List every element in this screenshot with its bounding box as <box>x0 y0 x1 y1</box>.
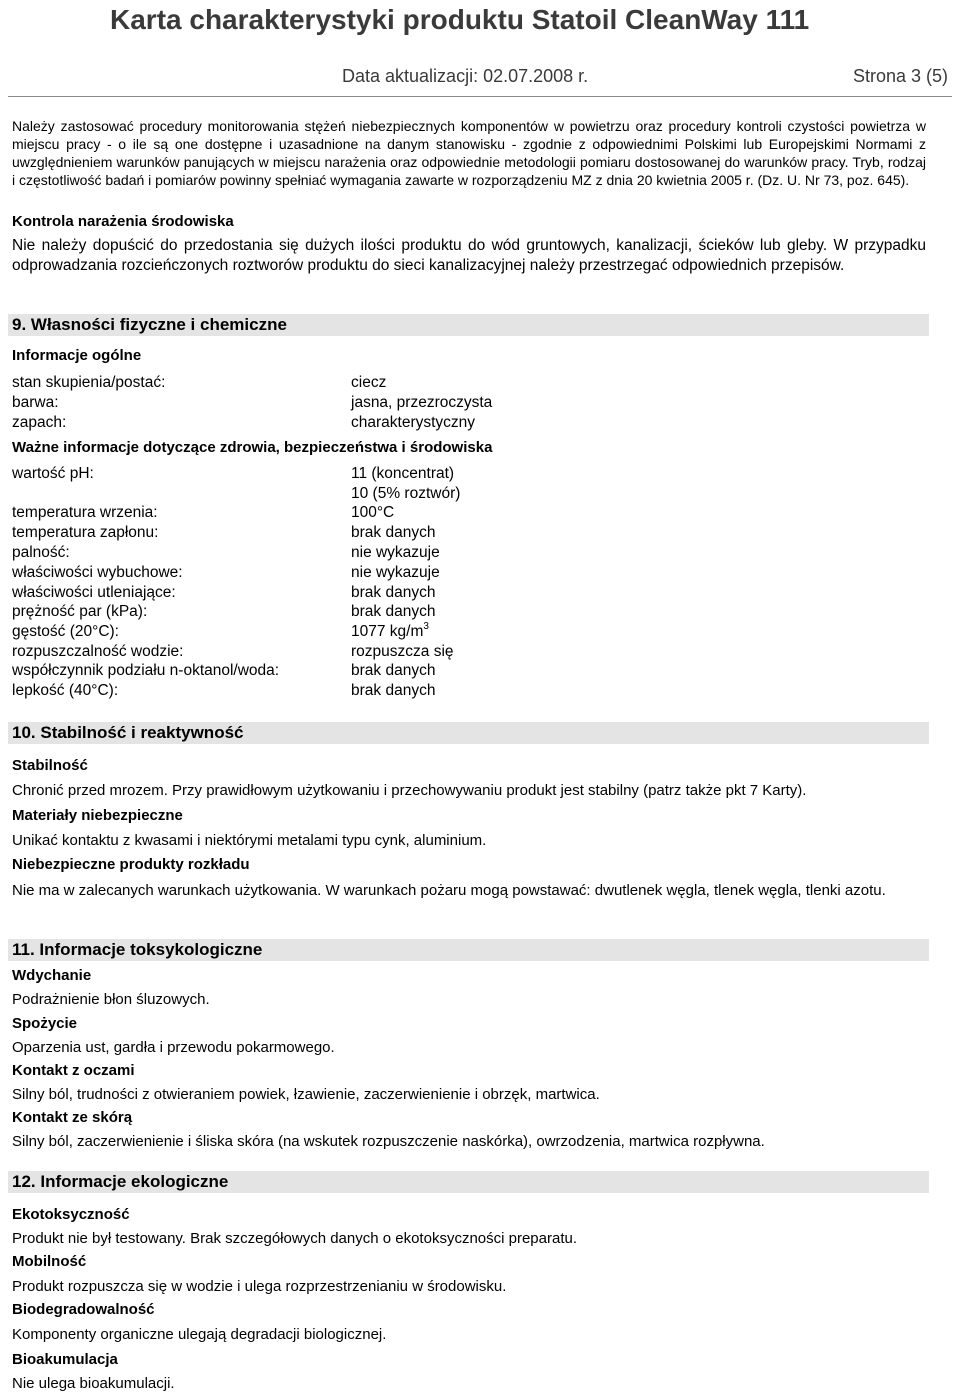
eye-contact-heading: Kontakt z oczami <box>12 1062 135 1079</box>
property-value: 100°C <box>351 504 395 521</box>
property-label: zapach: <box>12 414 67 431</box>
property-label: prężność par (kPa): <box>12 603 148 620</box>
property-label: rozpuszczalność wodzie: <box>12 643 184 660</box>
property-value: brak danych <box>351 682 436 699</box>
monitoring-paragraph: Należy zastosować procedury monitorowania stężeń niebezpiecznych komponentów w powietrzu oraz procedury kontroli czystości powietrza w miejscu pracy - o ile są one dostępne i uzasadnione na danym stanowisku - zgodnie z odpowiednimi Polskimi lub Europejskimi Normami z uwzględnieniem warunków panujących w miejscu narażenia oraz odpowiednie metodologii pomiaru dostosowanej do warunków pracy. Tryb, rodzaj i częstotliwość badań i pomiarów powinny spełniać wymagania zawarte w rozporządzeniu MZ z dnia 20 kwietnia 2005 r. (Dz. U. Nr 73, poz. 645). <box>12 118 926 188</box>
property-label: gęstość (20°C): <box>12 623 119 640</box>
property-label: temperatura wrzenia: <box>12 504 158 521</box>
ph-value-concentrate: 11 (koncentrat) <box>351 465 455 482</box>
density-value <box>351 623 429 641</box>
mobility-text: Produkt rozpuszcza się w wodzie i ulega rozprzestrzenianiu w środowisku. <box>12 1278 507 1295</box>
decomposition-text: Nie ma w zalecanych warunkach użytkowania. W warunkach pożaru mogą powstawać: dwutlenek węgla, tlenek węgla, tlenki azotu. <box>12 882 886 899</box>
inhalation-text: Podrażnienie błon śluzowych. <box>12 991 210 1008</box>
ecotoxicity-text: Produkt nie był testowany. Brak szczegółowych danych o ekotoksyczności preparatu. <box>12 1230 578 1247</box>
ingestion-heading: Spożycie <box>12 1015 78 1032</box>
property-label: współczynnik podziału n-oktanol/woda: <box>12 662 280 679</box>
property-value: brak danych <box>351 524 436 541</box>
section-9-header <box>8 314 929 336</box>
bioaccumulation-text: Nie ulega bioakumulacji. <box>12 1375 175 1392</box>
property-label: lepkość (40°C): <box>12 682 119 699</box>
update-date: Data aktualizacji: 02.07.2008 r. <box>342 66 589 86</box>
section-10-title: 10. Stabilność i reaktywność <box>12 723 244 742</box>
property-label: palność: <box>12 544 70 561</box>
ecotoxicity-heading: Ekotoksyczność <box>12 1206 130 1223</box>
density-exponent: 3 <box>423 621 429 632</box>
document-title: Karta charakterystyki produktu Statoil CleanWay 111 <box>110 4 810 35</box>
important-info-heading: Ważne informacje dotyczące zdrowia, bezpieczeństwa i środowiska <box>12 439 493 456</box>
section-12-title: 12. Informacje ekologiczne <box>12 1172 229 1191</box>
hazardous-materials-text: Unikać kontaktu z kwasami i niektórymi metalami typu cynk, aluminium. <box>12 832 487 849</box>
property-value: brak danych <box>351 584 436 601</box>
property-value: nie wykazuje <box>351 544 440 561</box>
property-label: barwa: <box>12 394 59 411</box>
ph-label: wartość pH: <box>12 465 94 482</box>
decomposition-heading: Niebezpieczne produkty rozkładu <box>12 856 250 873</box>
hazardous-materials-heading: Materiały niebezpieczne <box>12 807 183 824</box>
property-value: brak danych <box>351 662 436 679</box>
biodegradability-text: Komponenty organiczne ulegają degradacji biologicznej. <box>12 1326 387 1343</box>
inhalation-heading: Wdychanie <box>12 967 92 984</box>
section-11-title: 11. Informacje toksykologiczne <box>12 940 263 959</box>
stability-heading: Stabilność <box>12 757 88 774</box>
property-label: stan skupienia/postać: <box>12 374 166 391</box>
page-number: Strona 3 (5) <box>852 66 948 86</box>
env-control-text: Nie należy dopuścić do przedostania się dużych ilości produktu do wód gruntowych, kanalizacji, ścieków lub gleby. W przypadku odprowadzania rozcieńczonych roztworów produktu do sieci kanalizacyjnej należy przestrzegać odpowiednich przepisów. <box>12 237 926 274</box>
stability-text: Chronić przed mrozem. Przy prawidłowym użytkowaniu i przechowywaniu produkt jest stabilny (patrz także pkt 7 Karty). <box>12 782 807 799</box>
mobility-heading: Mobilność <box>12 1253 87 1270</box>
eye-contact-text: Silny ból, trudności z otwieraniem powiek, łzawienie, zaczerwienienie i obrzęk, martwica. <box>12 1086 600 1103</box>
section-12-header <box>8 1171 929 1193</box>
general-info-heading: Informacje ogólne <box>12 347 142 364</box>
property-value: brak danych <box>351 603 436 620</box>
density-number: 1077 kg/m <box>351 623 424 640</box>
section-9-title: 9. Własności fizyczne i chemiczne <box>12 315 287 334</box>
env-control-heading: Kontrola narażenia środowiska <box>12 213 234 230</box>
property-value: charakterystyczny <box>351 414 476 431</box>
biodegradability-heading: Biodegradowalność <box>12 1301 155 1318</box>
property-value: rozpuszcza się <box>351 643 454 660</box>
property-value: jasna, przezroczysta <box>351 394 493 411</box>
section-10-header <box>8 722 929 744</box>
ingestion-text: Oparzenia ust, gardła i przewodu pokarmowego. <box>12 1039 335 1056</box>
section-11-header <box>8 939 929 961</box>
skin-contact-heading: Kontakt ze skórą <box>12 1109 133 1126</box>
property-label: właściwości utleniające: <box>12 584 176 601</box>
property-label: temperatura zapłonu: <box>12 524 159 541</box>
property-label: właściwości wybuchowe: <box>12 564 183 581</box>
property-value: ciecz <box>351 374 387 391</box>
skin-contact-text: Silny ból, zaczerwienienie i śliska skóra (na wskutek rozpuszczenie naskórka), owrzodzenia, martwica rozpływna. <box>12 1133 765 1150</box>
bioaccumulation-heading: Bioakumulacja <box>12 1351 118 1368</box>
header-divider <box>8 96 952 97</box>
property-value: nie wykazuje <box>351 564 440 581</box>
ph-value-solution: 10 (5% roztwór) <box>351 485 461 502</box>
